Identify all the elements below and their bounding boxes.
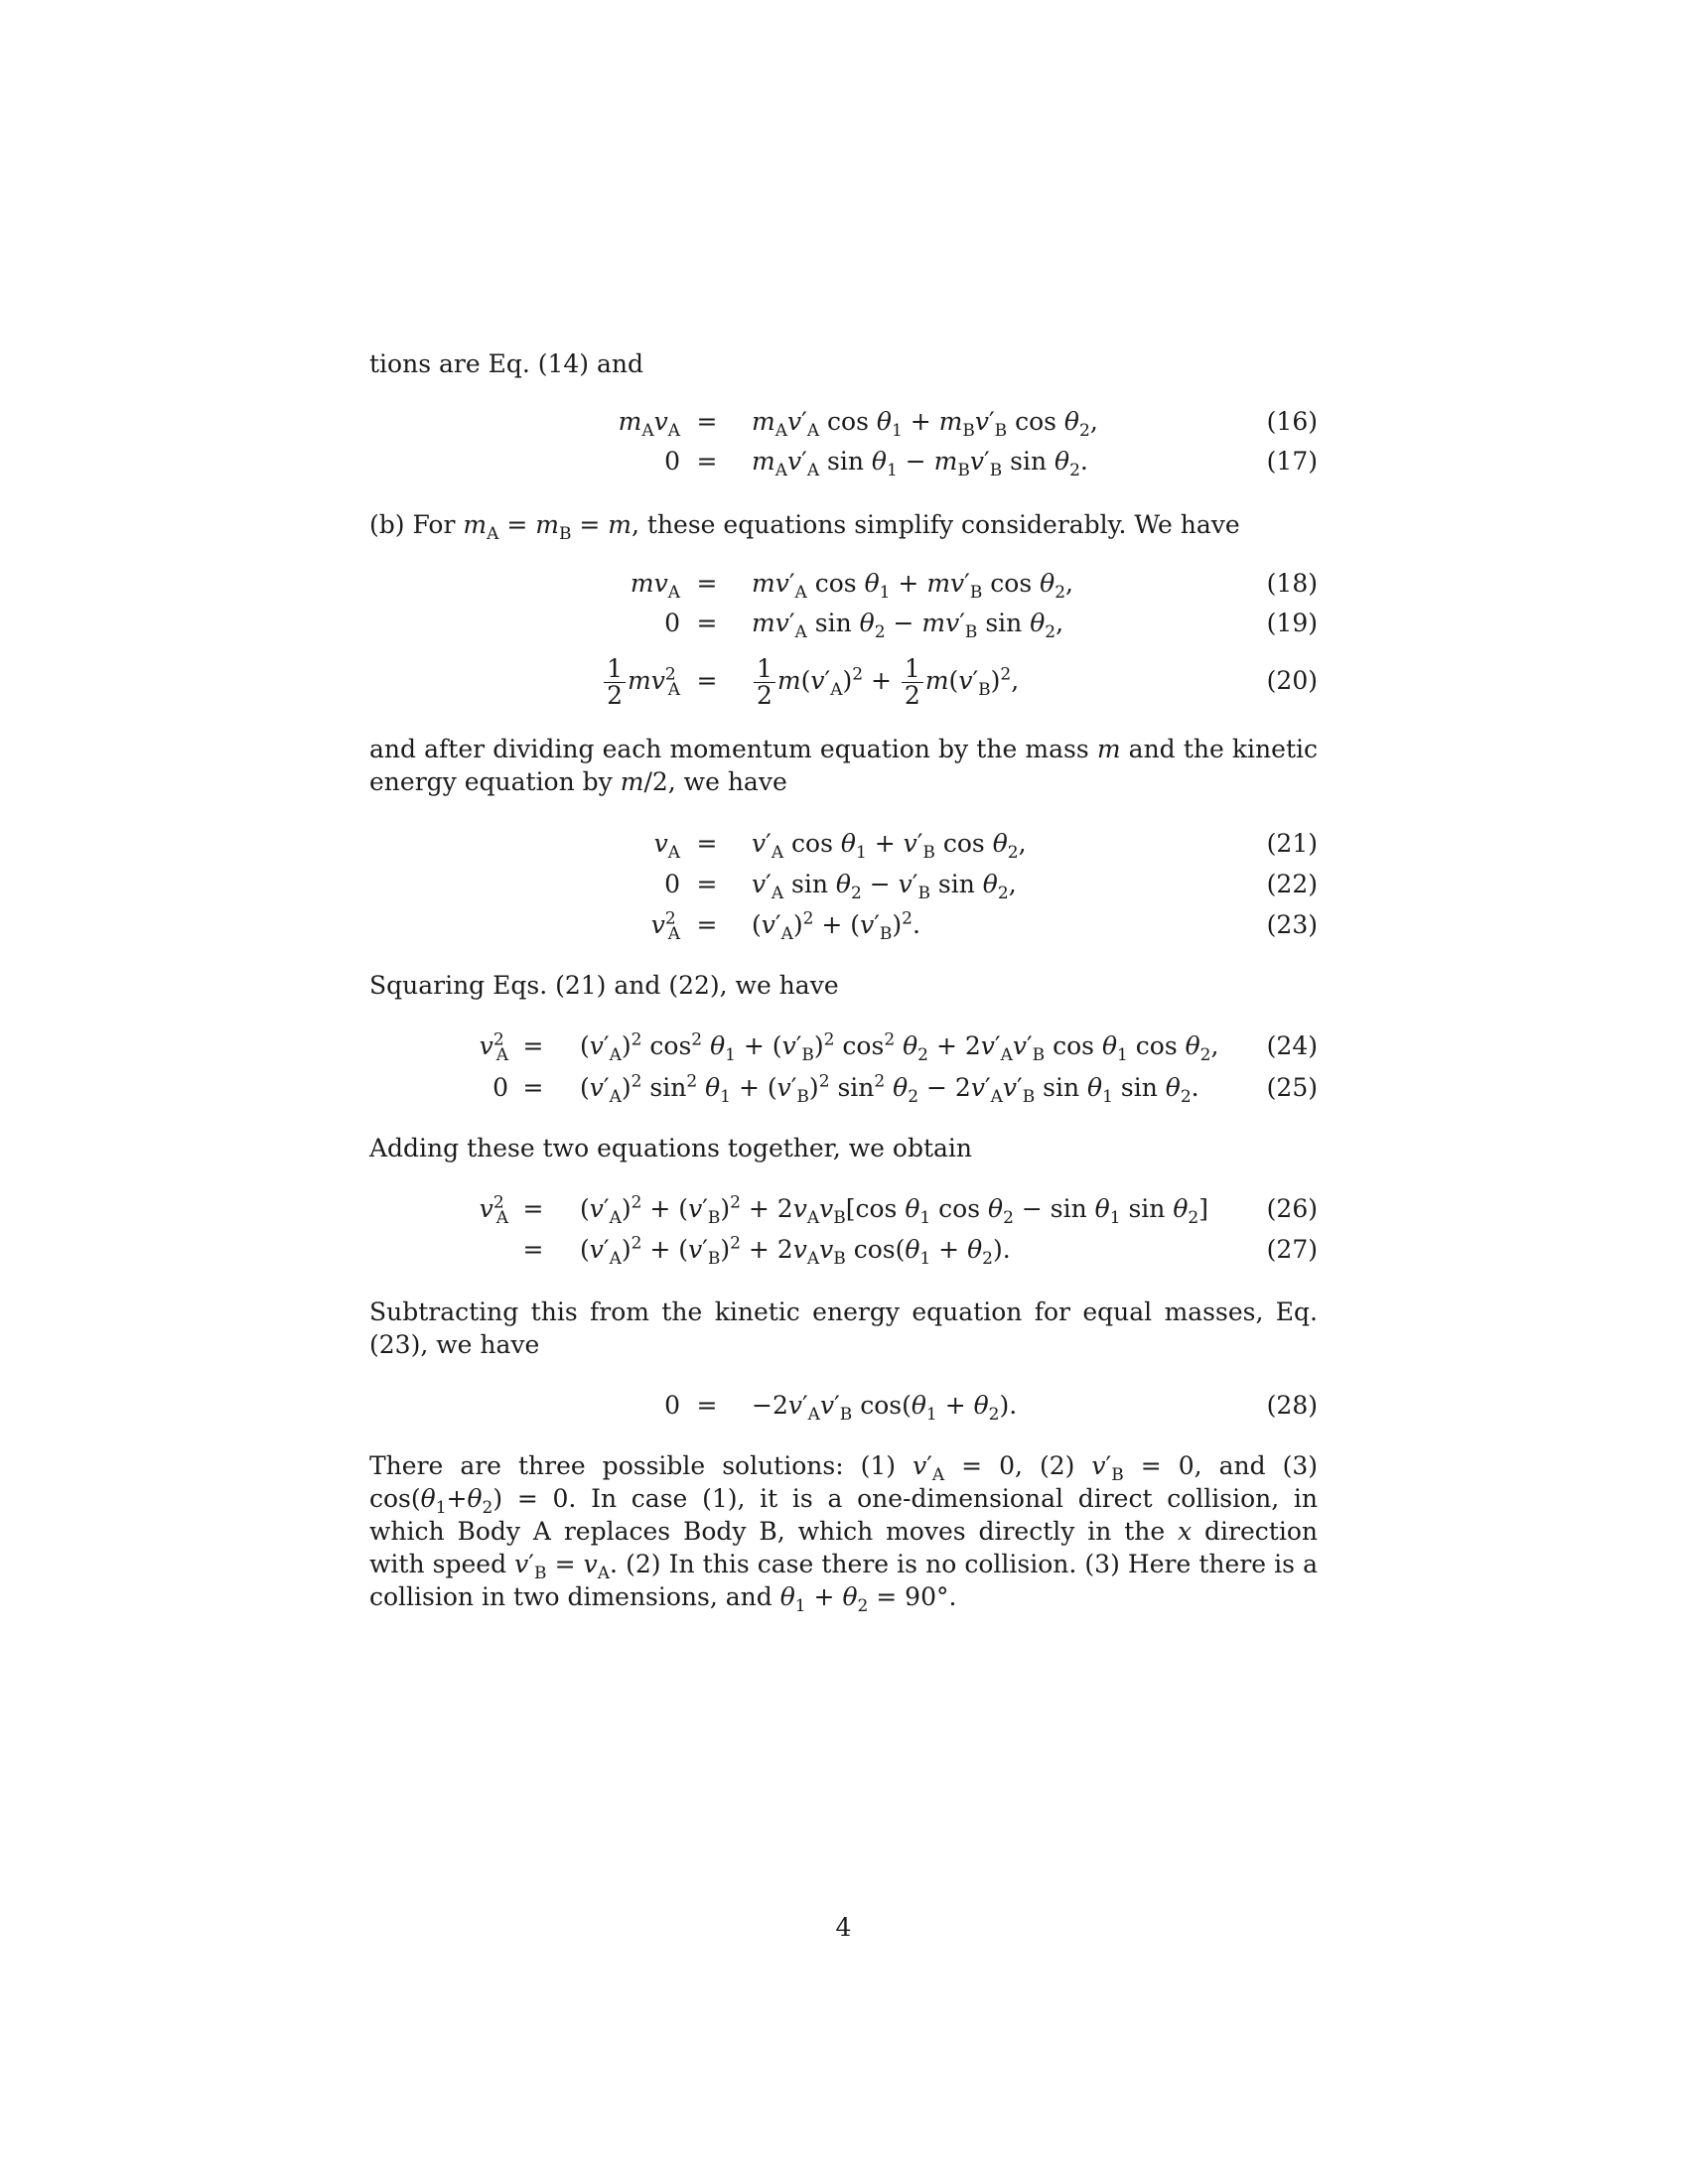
eq18-number: (18) — [1266, 569, 1318, 598]
eq26-equals: = — [522, 1194, 544, 1223]
eq28-equals: = — [696, 1391, 718, 1420]
eq28-number: (28) — [1266, 1391, 1318, 1420]
eq24-rhs: $(v'_A)^2$ $\cos^2 \theta_1 + (v'_B)^2$ $\cos^2 \theta_2 + 2v'_Av'_B$ $\cos \theta_1$ $\cos \theta_2$, — [580, 1029, 1219, 1065]
eq22-lhs: 0 — [664, 870, 680, 898]
eq16-equals: = — [696, 407, 718, 436]
eq26-lhs: $v^2_A$ — [479, 1192, 508, 1228]
equation-28 — [369, 1386, 1318, 1426]
equation-16 — [369, 402, 1318, 442]
squaring-text: Squaring Eqs. (21) and (22), we have — [369, 971, 839, 1000]
eq25-number: (25) — [1266, 1073, 1318, 1102]
eq26-number: (26) — [1266, 1194, 1318, 1223]
equation-18 — [369, 564, 1318, 604]
equation-21 — [369, 824, 1318, 864]
eq20-number: (20) — [1266, 666, 1318, 695]
eq21-lhs: $v_A$ — [653, 829, 680, 863]
eq24-lhs: $v^2_A$ — [479, 1029, 508, 1065]
eq20-lhs: $\frac{1}{2}$ $mv^2_A$ — [602, 651, 680, 711]
eq17-equals: = — [696, 447, 718, 476]
eq21-number: (21) — [1266, 829, 1318, 858]
eq20-equals: = — [696, 666, 718, 695]
eq19-rhs: $mv'_A$ $\sin \theta_2 - mv'_B$ $\sin \theta_2$, — [752, 609, 1064, 642]
eq21-rhs: $v'_A$ $\cos \theta_1 + v'_B$ $\cos \theta_2$, — [752, 829, 1027, 863]
eq19-equals: = — [696, 609, 718, 637]
eq27-number: (27) — [1266, 1235, 1318, 1264]
document-page — [369, 0, 1318, 2184]
eq24-number: (24) — [1266, 1031, 1318, 1060]
eq20-rhs: $\frac{1}{2}$ $m(v'_A)^2$ + $\frac{1}{2}$ $m(v'_B)^2$, — [752, 651, 1019, 711]
eq23-number: (23) — [1266, 910, 1318, 939]
subtracting-text: Subtracting this from the kinetic energy equation for equal masses, Eq. (23), we have — [369, 1297, 1318, 1359]
eq25-rhs: $(v'_A)^2$ $\sin^2 \theta_1 + (v'_B)^2$ $\sin^2 \theta_2 - 2v'_Av'_B$ $\sin \theta_1$ $\sin \theta_2$. — [580, 1071, 1199, 1107]
equation-24 — [369, 1026, 1318, 1066]
eq27-equals: = — [522, 1235, 544, 1264]
equation-27 — [369, 1230, 1318, 1270]
equation-17 — [369, 442, 1318, 481]
eq23-lhs: $v^2_A$ — [650, 908, 680, 944]
eq28-lhs: 0 — [664, 1391, 680, 1420]
part-b-intro: (b) For $m_A = m_B = m$, these equations simplify considerably. We have — [369, 510, 1240, 544]
eq21-equals: = — [696, 829, 718, 858]
eq26-rhs: $(v'_A)^2 + (v'_B)^2 + 2v_Av_B[\cos$ $\theta_1$ $\cos \theta_2 - \sin \theta_1$ $\sin \theta_2$] — [580, 1192, 1208, 1228]
eq22-rhs: $v'_A$ $\sin \theta_2 - v'_B$ $\sin \theta_2$, — [752, 870, 1017, 903]
eq17-rhs: $m_Av'_A$ $\sin \theta_1 - m_Bv'_B$ $\sin \theta_2$. — [752, 447, 1088, 480]
eq23-equals: = — [696, 910, 718, 939]
page-number: 4 — [835, 1913, 852, 1942]
eq24-equals: = — [522, 1031, 544, 1060]
intro-text: tions are Eq. (14) and — [369, 349, 643, 378]
equation-19 — [369, 604, 1318, 643]
equation-25 — [369, 1068, 1318, 1108]
eq17-number: (17) — [1266, 447, 1318, 476]
eq16-number: (16) — [1266, 407, 1318, 436]
eq17-lhs: 0 — [664, 447, 680, 476]
solutions-text: There are three possible solutions: (1) $v'_A = 0$, (2) $v'_B = 0$, and (3) $\cos(\theta_1+\theta_2) = 0$. In case (1), it is a one-dimensional direct collision, in which Body A replaces Body B, which moves directly in the x direction with speed $v'_B = v_A$. (2) In this case there is no collision. (3) Here there is a collision in two dimensions, and $\theta_1 + \theta_2 = 90^\circ$. — [369, 1451, 1318, 1616]
eq25-equals: = — [522, 1073, 544, 1102]
equation-20 — [369, 651, 1318, 711]
eq22-number: (22) — [1266, 870, 1318, 898]
eq19-number: (19) — [1266, 609, 1318, 637]
eq23-rhs: $(v'_A)^2 + (v'_B)^2$. — [752, 908, 920, 944]
equation-26 — [369, 1189, 1318, 1229]
equation-23 — [369, 905, 1318, 945]
eq28-rhs: $-2v'_Av'_B$ $\cos(\theta_1 + \theta_2)$. — [752, 1391, 1018, 1425]
eq18-rhs: $mv'_A$ $\cos \theta_1 + mv'_B$ $\cos \theta_2$, — [752, 569, 1073, 603]
eq16-rhs: $m_Av'_A$ $\cos \theta_1 + m_Bv'_B$ $\cos \theta_2$, — [752, 407, 1098, 441]
eq18-lhs: $mv_A$ — [630, 569, 680, 603]
eq22-equals: = — [696, 870, 718, 898]
adding-text: Adding these two equations together, we obtain — [369, 1134, 973, 1162]
eq16-lhs: $m_Av_A$ — [618, 407, 680, 441]
eq19-lhs: 0 — [664, 609, 680, 637]
divide-text: and after dividing each momentum equation by the mass m and the kinetic energy equation by m/2, we have — [369, 735, 1318, 796]
eq18-equals: = — [696, 569, 718, 598]
eq25-lhs: 0 — [492, 1073, 508, 1102]
eq27-rhs: $(v'_A)^2 + (v'_B)^2 + 2v_Av_B$ $\cos(\theta_1 + \theta_2)$. — [580, 1233, 1011, 1269]
equation-22 — [369, 865, 1318, 904]
